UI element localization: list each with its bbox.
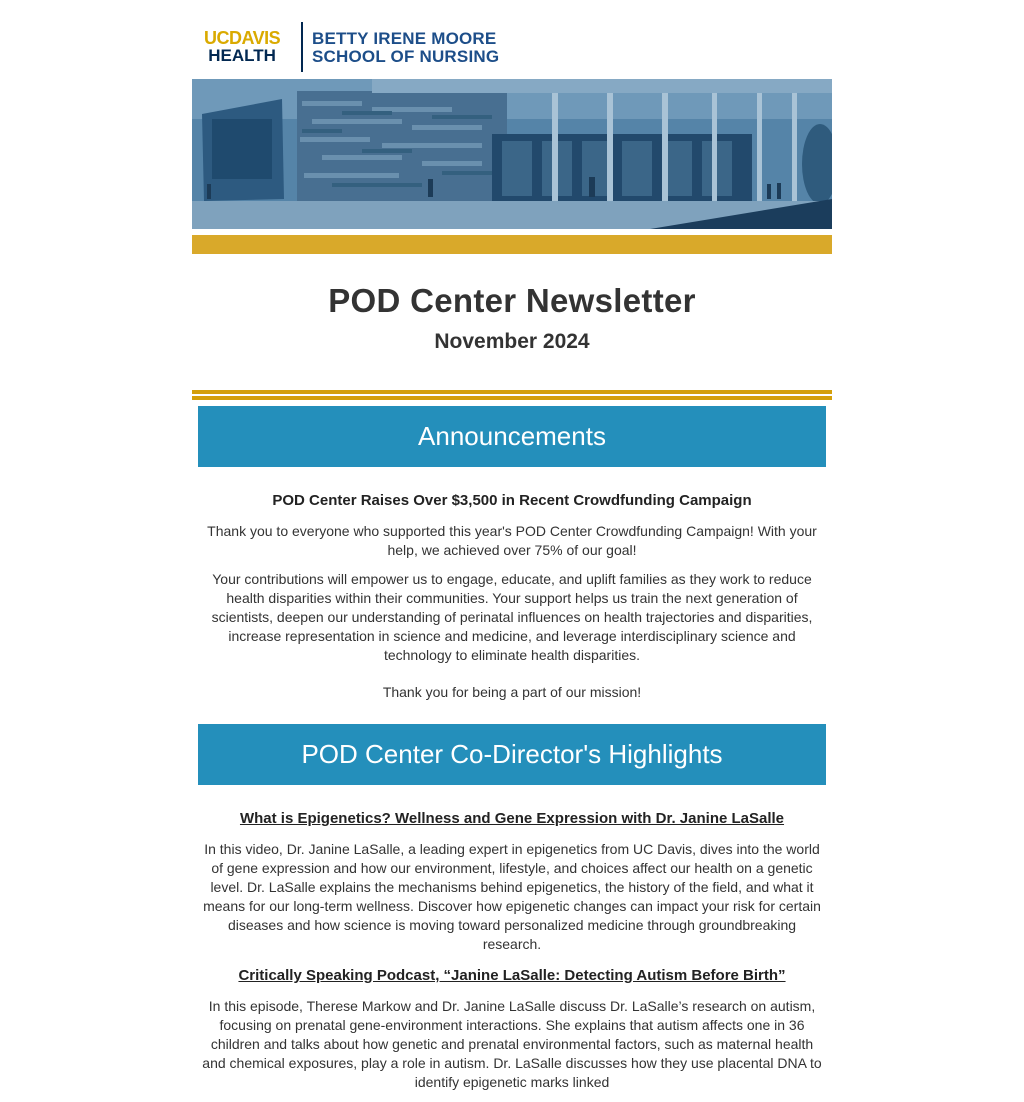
building-banner-image (192, 79, 832, 232)
school-of-nursing-logo[interactable] (312, 30, 499, 66)
podcast-link[interactable]: Critically Speaking Podcast, “Janine LaSalle: Detecting Autism Before Birth” (238, 967, 786, 984)
article-paragraph: Thank you to everyone who supported this year's POD Center Crowdfunding Campaign! With your help, we achieved over 75% of our goal! (207, 523, 817, 558)
video-link[interactable]: What is Epigenetics? Wellness and Gene Expression with Dr. Janine LaSalle (239, 810, 785, 827)
ucdavis-health-logo[interactable] (204, 30, 280, 64)
article-paragraph: Thank you for being a part of our mission! (382, 684, 642, 700)
newsletter-date: November 2024 (434, 330, 590, 353)
newsletter (192, 0, 832, 1102)
article-paragraph: Your contributions will empower us to engage, educate, and uplift families as they work to reduce health disparities within their communities. Your support helps us train the next generation of scientists, deepen our understanding of perinatal influences on health trajectories and disparities, increase representation in science and medicine, and leverage interdisciplinary science and technology to eliminate health disparities. (211, 571, 813, 663)
article-paragraph: In this video, Dr. Janine LaSalle, a leading expert in epigenetics from UC Davis, dives into the world of gene expression and how our environment, lifestyle, and choices affect our health on a genetic level. Dr. LaSalle explains the mechanisms behind epigenetics, the history of the field, and what it means for our long-term wellness. Discover how epigenetic changes can impact your risk for certain diseases and how science is moving toward personalized medicine through groundbreaking research. (203, 841, 821, 952)
newsletter-title: POD Center Newsletter (328, 282, 696, 319)
highlights-content (192, 809, 832, 1092)
building-illustration (192, 79, 832, 232)
title-block (192, 254, 832, 390)
announcements-content (192, 491, 832, 702)
school-name-line1: BETTY IRENE MOORE (312, 29, 497, 48)
gold-divider-bar (192, 235, 832, 254)
gold-double-rule (192, 390, 832, 396)
school-name-line2: SCHOOL OF NURSING (312, 47, 500, 66)
logo-divider (301, 22, 303, 72)
logo-health-text: HEALTH (208, 46, 276, 65)
logo-davis-text: DAVIS (229, 28, 281, 48)
logo-uc-text: UC (204, 28, 229, 48)
logo-header (192, 0, 832, 79)
article-title: POD Center Raises Over $3,500 in Recent Crowdfunding Campaign (272, 492, 752, 509)
section-header-announcements: Announcements (198, 406, 826, 467)
section-header-highlights: POD Center Co-Director's Highlights (198, 724, 826, 785)
article-paragraph: In this episode, Therese Markow and Dr. Janine LaSalle discuss Dr. LaSalle’s research on autism, focusing on prenatal gene-environment interactions. She explains that autism affects one in 36 children and talks about how genetic and prenatal environmental factors, such as maternal health and chemical exposures, play a role in autism. Dr. LaSalle discusses how they use placental DNA to identify epigenetic marks linked (202, 998, 822, 1090)
